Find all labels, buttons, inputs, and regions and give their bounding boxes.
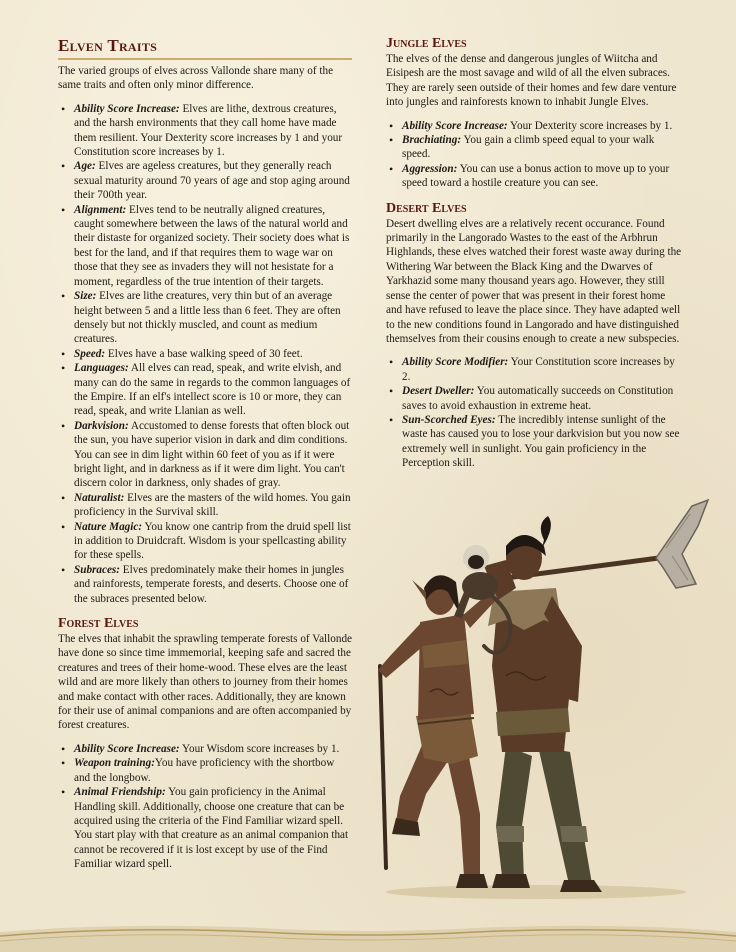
trait-item: • Languages: All elves can read, speak, and write elvish, and many can do the same in regards to the common languages of the Empire. If an elf's intellect score is 10 or more, they can read, speak, and write Llanian as well. (74, 361, 352, 419)
trait-item: • Nature Magic: You know one cantrip from the druid spell list in addition to Druidcraft. Wisdom is your spellcasting ability for these spells. (74, 520, 352, 563)
jungle-elves-intro: The elves of the dense and dangerous jungles of Wiitcha and Eisipesh are the most savage and wild of all the elven subraces. They are rarely seen outside of their homes and few dare venture into jungles and rainforests known to inhabit Jungle Elves. (386, 53, 677, 109)
jungle-elves-heading: Jungle Elves (386, 36, 467, 51)
page-footer-ornament (0, 908, 736, 952)
trait-item: • Ability Score Increase: Your Dexterity score increases by 1. (402, 119, 682, 133)
right-column (386, 36, 682, 481)
desert-elves-heading: Desert Elves (386, 200, 467, 216)
elven-traits-intro: The varied groups of elves across Vallonde share many of the same traits and often only minor difference. (58, 65, 334, 92)
trait-item: • Desert Dweller: You automatically succeeds on Constitution saves to avoid exhaustion in extreme heat. (402, 384, 682, 413)
trait-item: • Animal Friendship: You gain proficiency in the Animal Handling skill. Additionally, choose one creature that can be acquired using the criteria of the Find Familiar wizard spell. You start play with that creature as an animal companion that cannot be recovered if it is lost except by use of the Find Familiar wizard spell. (74, 785, 352, 871)
trait-item: • Ability Score Increase: Elves are lithe, dextrous creatures, and the harsh environments that they call home have made them resilient. Your Dexterity score increases by 1 and your Constitution score increases by 1. (74, 102, 352, 160)
desert-elves-traits (386, 355, 682, 470)
trait-item: • Age: Elves are ageless creatures, but they generally reach sexual maturity around 70 years of age and stop aging around their 700th year. (74, 159, 352, 202)
trait-item: • Sun-Scorched Eyes: The incredibly intense sunlight of the waste has caused you to lose your darkvision but you now see extremely well in sunlight. You gain proficiency in the Perception skill. (402, 413, 682, 471)
elven-traits-list (58, 102, 352, 606)
trait-item: • Subraces: Elves predominately make their homes in jungles and rainforests, temperate forests, and deserts. Choose one of the subraces presented below. (74, 563, 352, 606)
forest-elves-heading: Forest Elves (58, 616, 139, 632)
left-column (58, 36, 352, 882)
elves-illustration (356, 496, 712, 900)
trait-item: • Naturalist: Elves are the masters of the wild homes. You gain proficiency in the Survival skill. (74, 491, 352, 520)
trait-item: • Speed: Elves have a base walking speed of 30 feet. (74, 347, 352, 361)
elven-traits-heading: Elven Traits (58, 36, 352, 60)
trait-item: • Weapon training:You have proficiency with the shortbow and the longbow. (74, 756, 352, 785)
forest-elves-intro: The elves that inhabit the sprawling temperate forests of Vallonde have done so since time immemorial, keeping safe and sacred the creatures and trees of their home-wood. These elves are the least wild and are more likely than others to journey from their homes and make contact with other races. Additionally, they are known for their use of animal companions and are often accompanied by forest creatures. (58, 633, 352, 732)
trait-item: • Aggression: You can use a bonus action to move up to your speed toward a hostile creature you can see. (402, 162, 682, 191)
trait-item: • Ability Score Modifier: Your Constitution score increases by 2. (402, 355, 682, 384)
forest-elves-traits (58, 742, 352, 872)
trait-item: • Alignment: Elves tend to be neutrally aligned creatures, caught somewhere between the laws of the natural world and their distaste for organized society. Their society does what is best for the land, and if that requires them to wage war on those that they see as invaders they will not hesistate for a moment, regardless of the true intention of their targets. (74, 203, 352, 289)
trait-item: • Darkvision: Accustomed to dense forests that often block out the sun, you have superior vision in dark and dim conditions. You can see in dim light within 60 feet of you as if it were bright light, and in darkness as if it were dim light. You can't discern color in darkness, only shades of gray. (74, 419, 352, 491)
trait-item: • Brachiating: You gain a climb speed equal to your walk speed. (402, 133, 682, 162)
jungle-elves-traits (386, 119, 682, 191)
trait-item: • Ability Score Increase: Your Wisdom score increases by 1. (74, 742, 352, 756)
trait-item: • Size: Elves are lithe creatures, very thin but of an average height between 5 and a little less than 6 feet. They are often densely but not thickly muscled, and count as medium creatures. (74, 289, 352, 347)
desert-elves-intro: Desert dwelling elves are a relatively recent occurance. Found primarily in the Langorado Wastes to the east of the Arbhrun Highlands, these elves watched their forest waste away during the Withering War between the Black King and the Dwarves of Yarkhazid some many thousand years ago. However, they still sense the center of power that was present in their forest home and have refused to leave the place since. They have adapted well to the new conditions found in Langorado and have distinguished themselves from their cousins enough to create a new subspecies. (386, 217, 682, 345)
